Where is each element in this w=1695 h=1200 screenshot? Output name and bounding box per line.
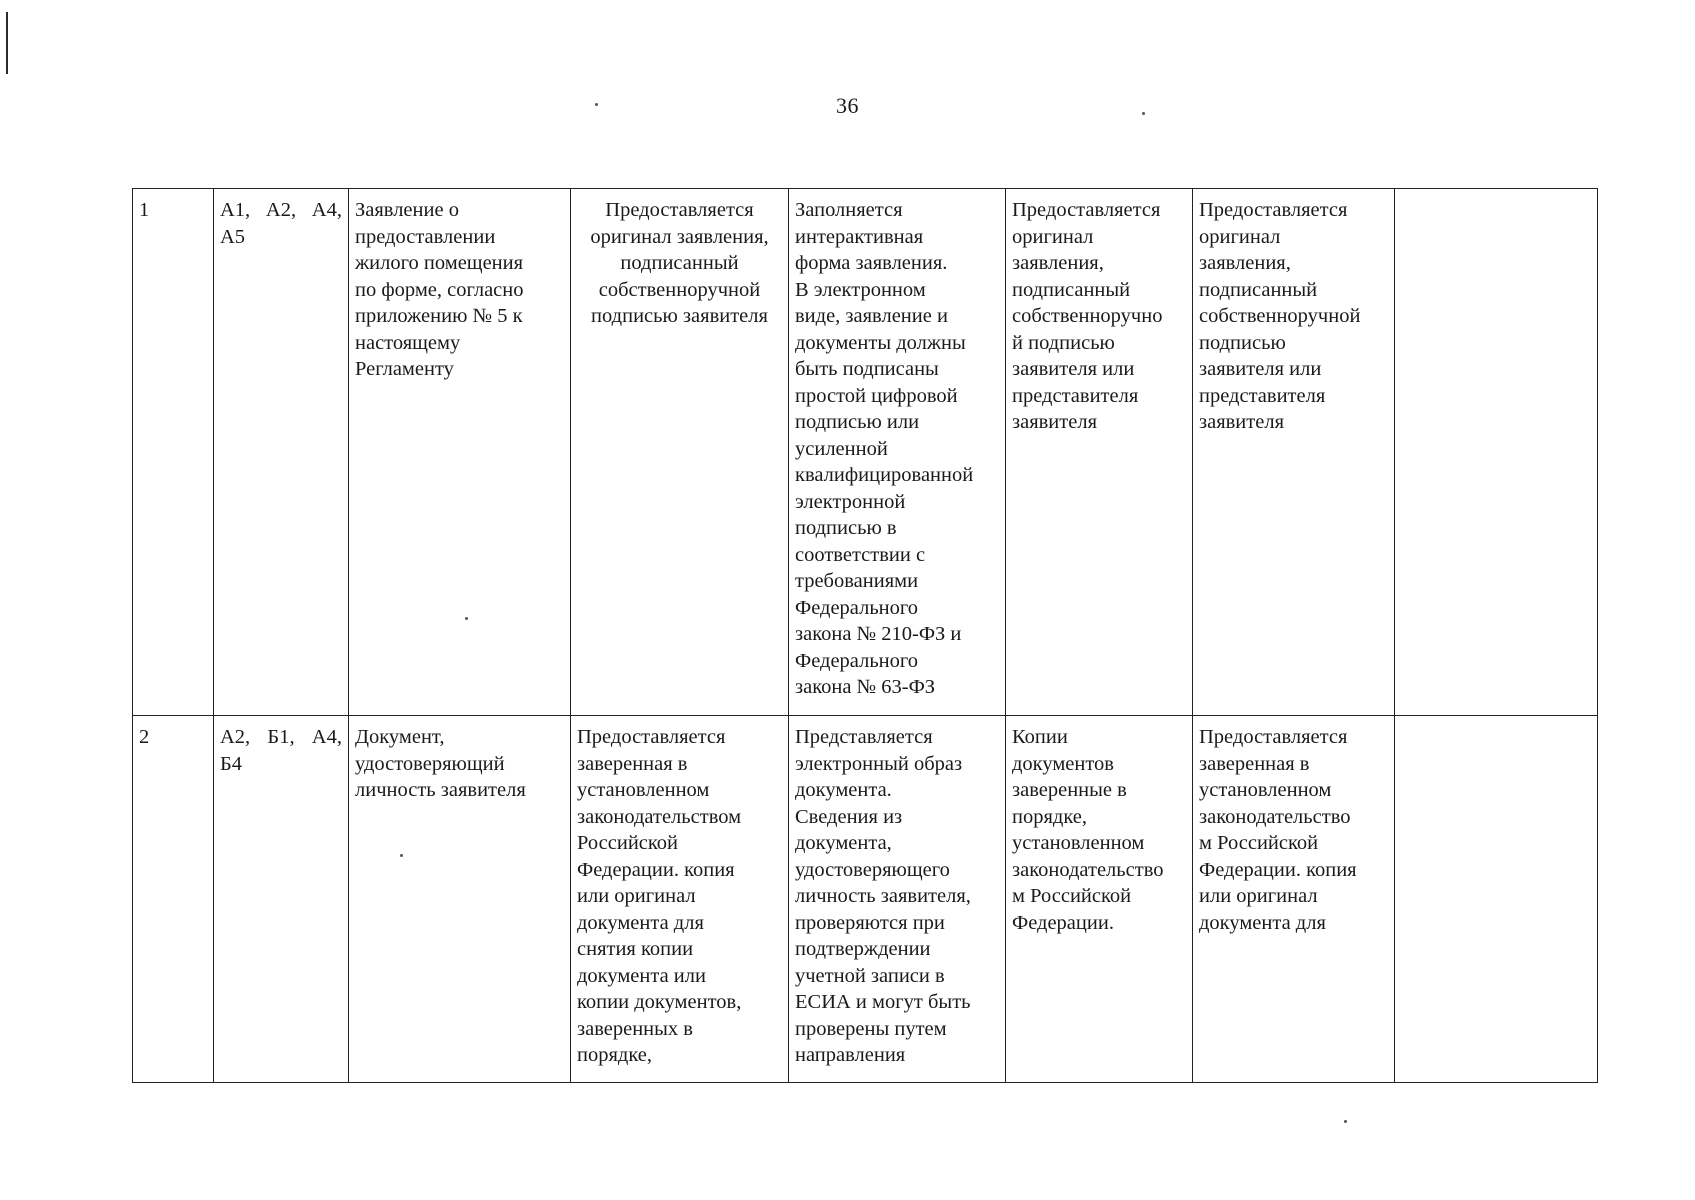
table-row xyxy=(133,189,1598,716)
scan-speck xyxy=(595,103,598,106)
requirements-cell-alt: Предоставляется заверенная в установленном законодательство м Российской Федерации. копия или оригинал документа для xyxy=(1193,716,1395,1083)
scan-speck xyxy=(1142,112,1145,115)
submission-cell: Предоставляется заверенная в установленном законодательством Российской Федерации. копия или оригинал документа для снятия копии документа или копии документов, заверенных в порядке, xyxy=(571,716,789,1083)
category-codes-cell: А1, А2, А4, А5 xyxy=(214,189,349,716)
document-table xyxy=(132,188,1598,1083)
scan-speck xyxy=(1344,1120,1347,1123)
empty-cell xyxy=(1395,716,1598,1083)
scan-edge-mark xyxy=(6,12,8,74)
document-name-cell: Документ, удостоверяющий личность заявителя xyxy=(349,716,571,1083)
requirements-cell: Предоставляется оригинал заявления, подписанный собственноручно й подписью заявителя или представителя заявителя xyxy=(1006,189,1193,716)
electronic-submission-cell: Заполняется интерактивная форма заявления. В электронном виде, заявление и документы должны быть подписаны простой цифровой подписью или усиленной квалифицированной электронной подписью в соответствии с требованиями Федерального закона № 210-ФЗ и Федерального закона № 63-ФЗ xyxy=(789,189,1006,716)
empty-cell xyxy=(1395,189,1598,716)
document-name-cell: Заявление о предоставлении жилого помещения по форме, согласно приложению № 5 к настоящему Регламенту xyxy=(349,189,571,716)
row-number-cell: 2 xyxy=(133,716,214,1083)
requirements-cell: Копии документов заверенные в порядке, установленном законодательство м Российской Федерации. xyxy=(1006,716,1193,1083)
page-number: 36 xyxy=(836,93,859,118)
submission-cell: Предоставляется оригинал заявления, подписанный собственноручной подписью заявителя xyxy=(571,189,789,716)
scan-speck xyxy=(400,854,403,857)
scan-speck xyxy=(465,617,468,620)
table-row xyxy=(133,716,1598,1083)
category-codes-cell: А2, Б1, А4, Б4 xyxy=(214,716,349,1083)
row-number-cell: 1 xyxy=(133,189,214,716)
electronic-submission-cell: Представляется электронный образ документа. Сведения из документа, удостоверяющего личность заявителя, проверяются при подтверждении учетной записи в ЕСИА и могут быть проверены путем направления xyxy=(789,716,1006,1083)
requirements-cell-alt: Предоставляется оригинал заявления, подписанный собственноручной подписью заявителя или представителя заявителя xyxy=(1193,189,1395,716)
